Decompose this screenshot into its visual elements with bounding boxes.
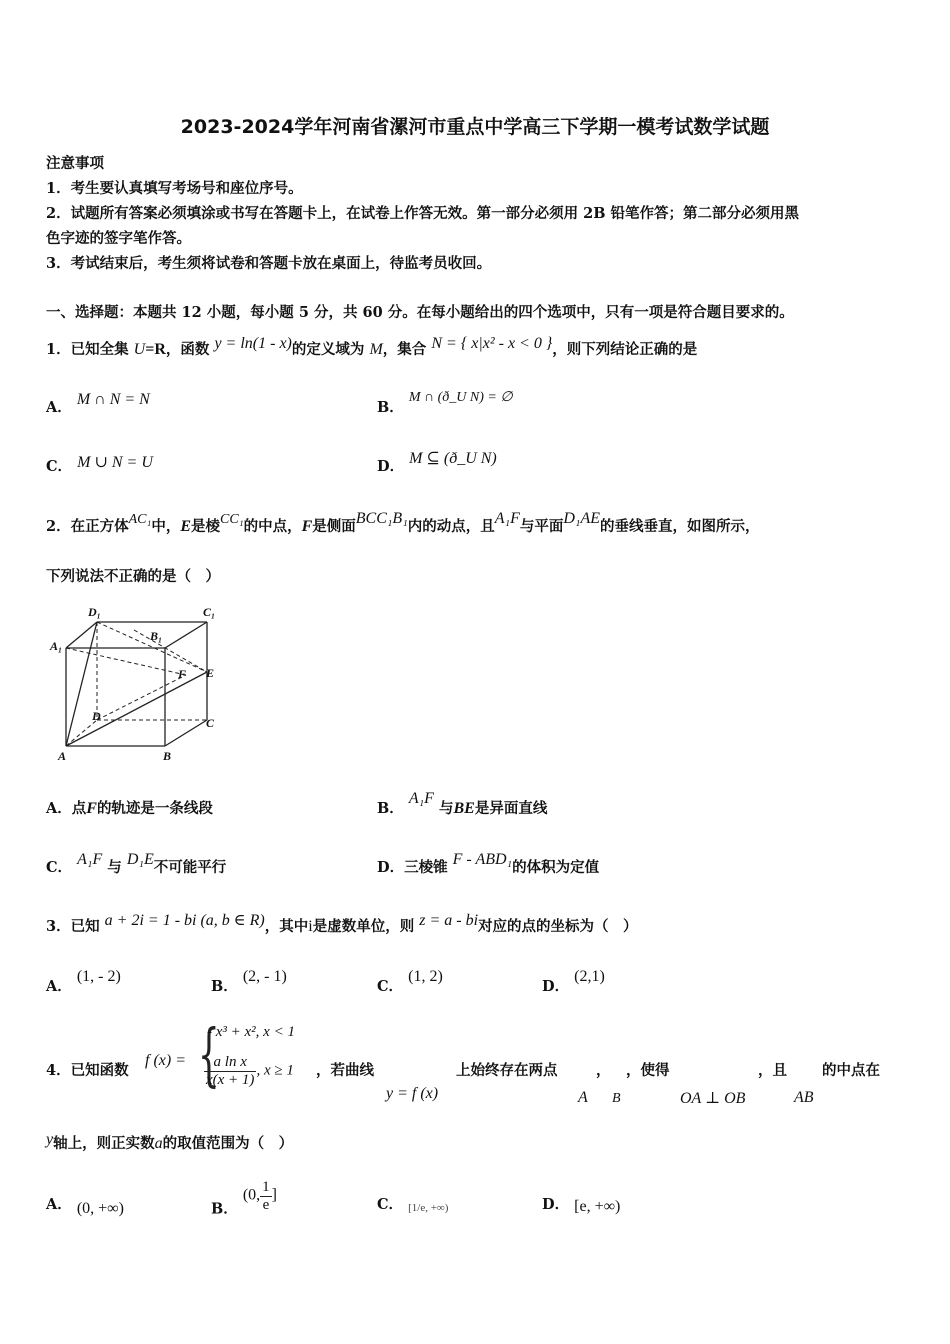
edge-a1d1 [66, 622, 97, 648]
label-b: B [163, 749, 172, 763]
q3-option-c[interactable] [377, 968, 443, 996]
q4-text-4: ，使得 [626, 1062, 670, 1079]
q4-text-6: 的中点在 [822, 1062, 880, 1079]
segment-ad1 [66, 622, 97, 746]
q1-text-5: ，则下列结论正确的是 [552, 341, 698, 358]
q2-text-2: 中， [151, 518, 181, 535]
q2-option-a-label: A． [46, 800, 72, 817]
label-a1: A₁ [50, 639, 63, 653]
q1-set-n: N = { x|x² - x < 0 } [431, 335, 553, 352]
segment-a1f [66, 648, 186, 675]
q4-case-2-num: a ln x [204, 1054, 256, 1072]
q3-option-d-value: (2,1) [574, 968, 605, 985]
q3-text-3: 是虚数单位，则 [312, 918, 415, 935]
q1-option-d-value: M ⊆ (ð_U N) [409, 450, 497, 467]
q1-text-2: ，函数 [165, 341, 210, 358]
q4-option-d[interactable] [542, 1193, 620, 1214]
q4-option-b-num: 1 [262, 1179, 270, 1195]
q2-option-d-text-1: 三棱锥 [404, 859, 448, 876]
label-f: F [178, 667, 187, 681]
q2-option-d-text-2: 的体积为定值 [512, 859, 600, 876]
q1-m: M [369, 341, 383, 358]
q4-option-b-fraction [260, 1179, 272, 1213]
q3-option-b-value: (2, - 1) [242, 968, 287, 985]
q4-perp: OA ⊥ OB [680, 1090, 746, 1107]
q3-option-d-label: D． [542, 978, 570, 995]
q4-curve: y = f (x) [386, 1085, 439, 1102]
q4-b: B [612, 1091, 621, 1106]
q4-case-2-fraction [204, 1054, 256, 1088]
q4-y: y [46, 1131, 54, 1148]
q2-plane: D₁AE [563, 510, 601, 527]
q2-ac1: AC₁ [128, 512, 152, 527]
q1-option-c-label: C． [46, 458, 73, 475]
q3-text-2: ，其中 [264, 918, 309, 935]
q3-equation: a + 2i = 1 - bi (a, b ∈ R) [104, 912, 265, 929]
q2-option-b-be: BE [453, 800, 475, 817]
q2-option-d-expr: F - ABD₁ [452, 851, 513, 868]
q2-text-7: 与平面 [519, 518, 564, 535]
q4-line-2 [46, 1132, 293, 1153]
q4-a: A [578, 1089, 588, 1106]
q2-a1f: A₁F [494, 510, 520, 527]
section-heading: 一、选择题：本题共 12 小题，每小题 5 分，共 60 分。在每小题给出的四个选项中，只有一项是符合题目要求的。 [46, 304, 794, 321]
q4-ab: AB [794, 1089, 814, 1106]
q1-option-b[interactable] [377, 390, 513, 417]
label-d1: D₁ [88, 605, 101, 619]
q1-text-1: 1．已知全集 [46, 341, 129, 358]
q1-option-b-value: M ∩ (ð_U N) = ∅ [408, 390, 513, 405]
q3-option-a-label: A． [46, 978, 72, 995]
q2-option-c-label: C． [46, 859, 73, 876]
q3-option-b[interactable] [211, 968, 287, 996]
q2-option-c-a1f: A₁F [77, 851, 103, 868]
q3-option-b-label: B． [211, 978, 238, 995]
q4-option-b-label: B． [211, 1200, 238, 1218]
q4-case-2-cond: , x ≥ 1 [256, 1062, 294, 1079]
label-c1: C₁ [203, 605, 216, 619]
q2-option-b-text-1: 与 [439, 800, 454, 817]
q2-option-b-a1f: A₁F [408, 790, 434, 807]
q1-u: U [133, 341, 146, 358]
q2-text-1: 2．在正方体 [46, 518, 129, 535]
q3-i: i [308, 918, 313, 935]
q2-option-c-text-1: 与 [107, 859, 122, 876]
q1-option-d[interactable] [377, 450, 497, 476]
q4-option-b[interactable] [211, 1179, 277, 1227]
label-d: D [92, 709, 101, 723]
q3-z: z = a - bi [419, 912, 479, 929]
q4-text-7: 轴上，则正实数 [53, 1135, 155, 1152]
edge-ad [66, 720, 97, 746]
label-a: A [58, 749, 67, 763]
q3-text-4: 对应的点的坐标为（ ） [478, 918, 638, 935]
q4-text-1: 4．已知函数 [46, 1062, 129, 1079]
q2-text-3: 是棱 [191, 518, 221, 535]
q2-f: F [301, 518, 313, 535]
label-b1: B₁ [150, 629, 163, 643]
q4-option-b-close: ] [271, 1186, 277, 1204]
q2-text-6: 内的动点，且 [407, 518, 495, 535]
q4-text-5: ，且 [758, 1062, 787, 1079]
q3-option-c-value: (1, 2) [408, 968, 443, 985]
q2-e: E [180, 518, 192, 535]
question-3 [46, 912, 638, 936]
q2-option-b-label: B． [377, 800, 404, 817]
q4-case-1: - x³ + x², x < 1 [207, 1024, 295, 1040]
q1-option-a[interactable] [46, 391, 150, 417]
q2-option-a-text-2: 的轨迹是一条线段 [96, 800, 213, 817]
q4-option-c-value: [1/e, +∞) [408, 1202, 449, 1214]
q4-text-2: ，若曲线 [316, 1062, 374, 1079]
q4-option-c[interactable] [377, 1193, 448, 1214]
q3-option-d[interactable] [542, 968, 605, 996]
notice-item-1: 1．考生要认真填写考场号和座位序号。 [46, 180, 303, 197]
q3-option-c-label: C． [377, 978, 404, 995]
q4-text-8: 的取值范围为（ ） [162, 1135, 294, 1152]
edge-bc [165, 720, 207, 746]
q2-option-d-label: D． [377, 859, 405, 876]
question-2 [46, 510, 760, 536]
q4-option-d-value: [e, +∞) [574, 1198, 621, 1215]
q2-text-8: 的垂线垂直，如图所示， [600, 518, 760, 535]
q2-cc1: CC₁ [220, 512, 244, 527]
q2-line-2: 下列说法不正确的是（ ） [46, 568, 220, 585]
edge-b1c1 [165, 622, 207, 648]
q1-eq-r: =R [145, 341, 166, 358]
q4-option-a[interactable] [46, 1193, 124, 1217]
q4-option-c-label: C． [377, 1196, 404, 1213]
q4-case-2 [204, 1054, 294, 1088]
q2-option-a[interactable] [46, 797, 213, 818]
label-c: C [206, 716, 215, 730]
q2-option-c-d1e: D₁E [126, 851, 154, 868]
notice-item-2-cont: 色字迹的签字笔作答。 [46, 230, 191, 247]
q4-brace: { [198, 1016, 220, 1095]
q1-option-c[interactable] [46, 455, 153, 476]
q2-option-b[interactable] [377, 790, 548, 818]
q1-option-b-label: B． [377, 399, 404, 416]
q4-case-2-den: x(x + 1) [206, 1071, 255, 1088]
notice-item-3: 3．考试结束后，考生须将试卷和答题卡放在桌面上，待监考员收回。 [46, 255, 492, 272]
notice-item-2: 2．试题所有答案必须填涂或书写在答题卡上，在试卷上作答无效。第一部分必须用 2B 铅笔作答；第二部分必须用黑 [46, 205, 800, 222]
q2-option-c[interactable] [46, 851, 227, 877]
q1-option-c-value: M ∪ N = U [77, 454, 153, 471]
q4-av: a [154, 1135, 163, 1152]
q3-text-1: 3．已知 [46, 918, 100, 935]
q2-text-5: 是侧面 [312, 518, 356, 535]
q2-option-d[interactable] [377, 851, 600, 877]
q1-option-d-label: D． [377, 458, 405, 475]
page-title: 2023-2024学年河南省漯河市重点中学高三下学期一模考试数学试题 [180, 116, 770, 138]
q3-option-a[interactable] [46, 968, 121, 996]
label-e: E [206, 666, 215, 680]
q4-comma: ， [596, 1062, 611, 1079]
q4-fx: f (x) = [145, 1052, 186, 1069]
q4-option-d-label: D． [542, 1196, 570, 1213]
q2-option-a-f: F [86, 800, 97, 817]
q4-option-b-value [243, 1179, 277, 1213]
question-1 [46, 335, 698, 359]
q1-text-4: ，集合 [382, 341, 427, 358]
segment-df [97, 675, 186, 720]
q4-option-b-open: (0, [242, 1186, 261, 1204]
q3-option-a-value: (1, - 2) [76, 968, 121, 985]
q2-option-c-text-2: 不可能平行 [153, 859, 227, 876]
q4-option-b-den: e [262, 1196, 270, 1213]
q4-option-a-label: A． [46, 1196, 72, 1213]
q4-text-3: 上始终存在两点 [456, 1062, 558, 1079]
q1-option-a-label: A． [46, 399, 72, 416]
q4-option-a-value: (0, +∞) [76, 1200, 124, 1217]
cube-figure [46, 600, 236, 770]
q1-option-a-value: M ∩ N = N [76, 391, 150, 408]
q2-text-4: 的中点， [243, 518, 302, 535]
q2-face: BCC₁B₁ [355, 510, 408, 527]
segment-ae [66, 672, 207, 746]
q2-option-a-text-1: 点 [71, 800, 87, 817]
q2-option-b-text-2: 是异面直线 [474, 800, 548, 817]
notice-heading: 注意事项 [46, 155, 104, 172]
q1-func: y = ln(1 - x) [214, 335, 292, 352]
q1-text-3: 的定义域为 [291, 341, 365, 358]
